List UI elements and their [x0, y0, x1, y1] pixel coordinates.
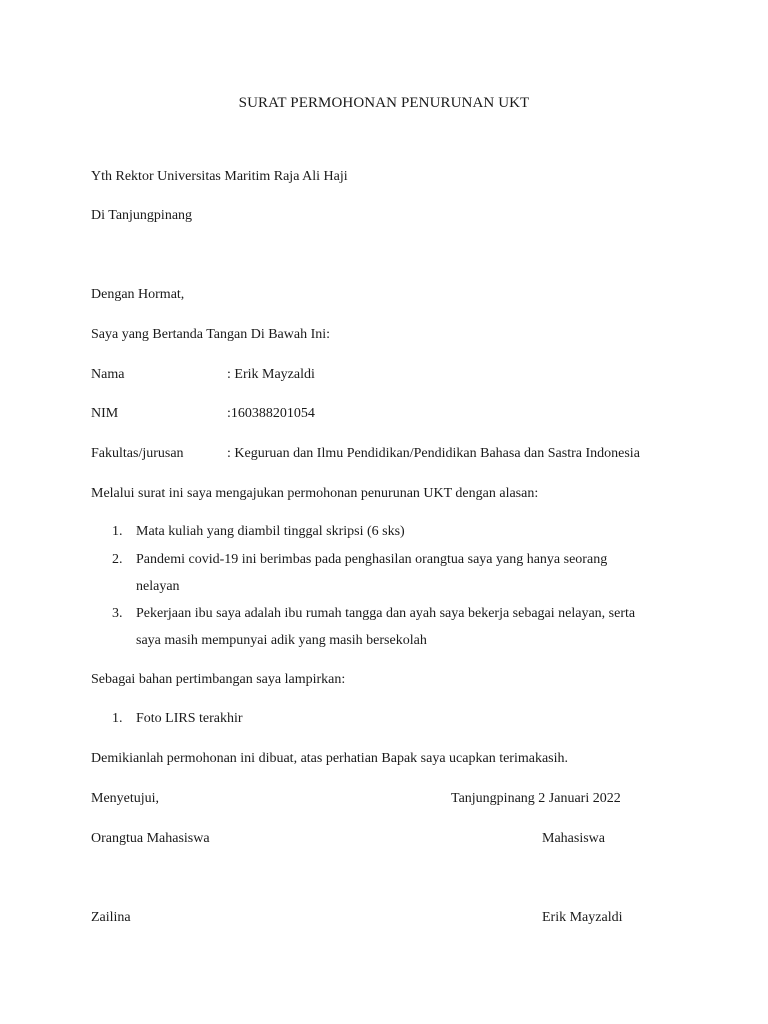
identity-label-name: Nama — [91, 367, 125, 382]
list-item-text: Pekerjaan ibu saya adalah ibu rumah tangga dan ayah saya bekerja sebagai nelayan, serta — [136, 606, 636, 621]
salutation: Dengan Hormat, — [91, 287, 185, 302]
right-signer-name: Erik Mayzaldi — [542, 910, 623, 925]
identity-label-faculty: Fakultas/jurusan — [91, 446, 184, 461]
list-item-text-continued: saya masih mempunyai adik yang masih bersekolah — [136, 633, 427, 648]
list-item-number: 1. — [112, 524, 123, 539]
identity-value-name: : Erik Mayzaldi — [227, 367, 315, 382]
list-item-text: Mata kuliah yang diambil tinggal skripsi (6 sks) — [136, 524, 405, 539]
list-item-text-continued: nelayan — [136, 579, 180, 594]
recipient-line-1: Yth Rektor Universitas Maritim Raja Ali Haji — [91, 169, 348, 184]
left-signer-role: Orangtua Mahasiswa — [91, 831, 210, 846]
intro-text: Saya yang Bertanda Tangan Di Bawah Ini: — [91, 327, 331, 342]
left-signer-name: Zailina — [91, 910, 131, 925]
place-date: Tanjungpinang 2 Januari 2022 — [451, 791, 621, 806]
list-item-text: Pandemi covid-19 ini berimbas pada penghasilan orangtua saya yang hanya seorang — [136, 552, 608, 567]
recipient-line-2: Di Tanjungpinang — [91, 208, 193, 223]
letter-title: SURAT PERMOHONAN PENURUNAN UKT — [238, 95, 530, 111]
list-item-number: 3. — [112, 606, 123, 621]
approval-label: Menyetujui, — [91, 791, 160, 806]
identity-value-faculty: : Keguruan dan Ilmu Pendidikan/Pendidikan Bahasa dan Sastra Indonesia — [227, 446, 640, 461]
list-item-number: 1. — [112, 711, 123, 726]
closing-text: Demikianlah permohonan ini dibuat, atas perhatian Bapak saya ucapkan terimakasih. — [91, 751, 569, 766]
reasons-intro: Melalui surat ini saya mengajukan permohonan penurunan UKT dengan alasan: — [91, 486, 539, 501]
list-item-number: 2. — [112, 552, 123, 567]
identity-value-nim: :160388201054 — [227, 406, 315, 421]
right-signer-role: Mahasiswa — [542, 831, 605, 846]
attachments-intro: Sebagai bahan pertimbangan saya lampirkan: — [91, 672, 346, 687]
identity-label-nim: NIM — [91, 406, 119, 421]
list-item-text: Foto LIRS terakhir — [136, 711, 243, 726]
